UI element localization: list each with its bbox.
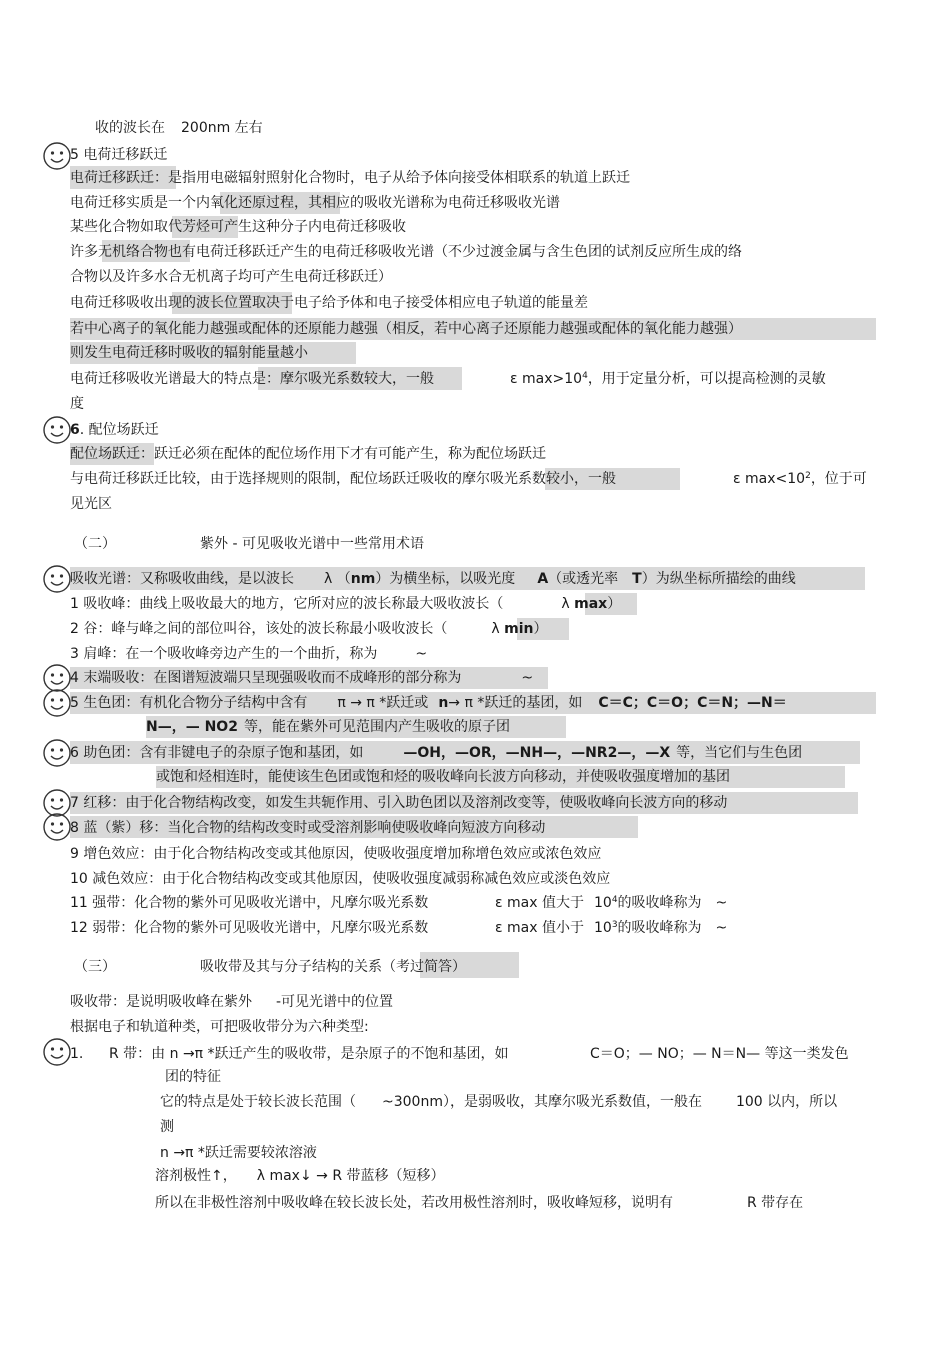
section-5-title: 5 电荷迁移跃迁 (70, 147, 168, 163)
wavelength-intro: 收的波长在 200nm 左右 (95, 120, 263, 136)
auxochrome-continued: 或饱和烃相连时，能使该生色团或饱和烃的吸收峰向长波方向移动，并使吸收强度增加的基团 (156, 769, 730, 785)
r-band-conclusion: 所以在非极性溶剂中吸收峰在较长波长处，若改用极性溶剂时，吸收峰短移，说明有 R 带存在 (155, 1195, 804, 1211)
visible-region: 见光区 (70, 496, 112, 512)
central-ion-condition: 若中心离子的氧化能力越强或配体的还原能力越强（相反，若中心离子还原能力越强或配体的氧化能力越强） (70, 321, 742, 337)
term-red-shift: 7 红移：由于化合物结构改变，如发生共轭作用、引入助色团以及溶剂改变等，使吸收峰向长波方向的移动 (70, 795, 728, 811)
term-end-absorption: 4 末端吸收：在图谱短波端只呈现强吸收而不成峰形的部分称为 ~ (70, 670, 534, 686)
charge-transfer-feature: 电荷迁移吸收光谱最大的特点是：摩尔吸光系数较大，一般 (70, 371, 434, 387)
charge-transfer-essence: 电荷迁移实质是一个内氧化还原过程，其相应的吸收光谱称为电荷迁移吸收光谱 (70, 195, 560, 211)
r-band-concentrated: n →π *跃迁需要较浓溶液 (160, 1145, 317, 1161)
chromophore-continued: N—，— NO2 等，能在紫外可见范围内产生吸收的原子团 (146, 719, 510, 735)
charge-transfer-compounds: 某些化合物如取代芳烃可产生这种分子内电荷迁移吸收 (70, 219, 406, 235)
term-blue-shift: 8 蓝（紫）移：当化合物的结构改变时或受溶剂影响使吸收峰向短波方向移动 (70, 820, 546, 836)
term-chromophore: 5 生色团：有机化合物分子结构中含有 π → π *跃迁或 n→ π *跃迁的基团，如 C＝C；C＝O；C＝N；—N＝ (70, 695, 787, 711)
r-band-feature-cont: 测 (160, 1119, 174, 1135)
r-band-definition: R 带：由 n →π *跃迁产生的吸收带，是杂原子的不饱和基团，如 (109, 1046, 509, 1062)
epsilon-max-small: ε $\max<10^2$，位于可 (733, 471, 867, 487)
r-band-solvent-polarity: 溶剂极性↑， λ max↓ → R 带蓝移（短移） (155, 1168, 445, 1184)
term-weak-band: 12 弱带：化合物的紫外可见吸收光谱中，凡摩尔吸光系数 (70, 920, 429, 936)
charge-transfer-inorganic-cont: 合物以及许多水合无机离子均可产生电荷迁移跃迁） (70, 269, 392, 285)
weak-band-value: ε max 值小于 $10^3$的吸收峰称为 ~ (495, 920, 728, 936)
term-absorption-spectrum: 吸收光谱：又称吸收曲线，是以波长 λ （nm）为横坐标，以吸光度 A（或透光率 T）为纵坐标所描绘的曲线 (70, 571, 796, 587)
absorption-band-definition: 吸收带：是说明吸收峰在紫外 -可见光谱中的位置 (70, 994, 394, 1010)
absorption-band-types: 根据电子和轨道种类，可把吸收带分为六种类型: (70, 1019, 369, 1035)
section-6-title: 6. 配位场跃迁 (70, 422, 159, 438)
strong-band-value: ε max 值大于 $10^4$的吸收峰称为 ~ (495, 895, 728, 911)
term-valley: 2 谷：峰与峰之间的部位叫谷，该处的波长称最小吸收波长（ λ min） (70, 621, 548, 637)
charge-transfer-definition: 电荷迁移跃迁：是指用电磁辐射照射化合物时，电子从给予体向接受体相联系的轨道上跃迁 (70, 170, 630, 186)
smiley-icon (42, 1037, 72, 1067)
ligand-field-definition: 配位场跃迁：跃迁必须在配体的配位场作用下才有可能产生，称为配位场跃迁 (70, 446, 546, 462)
smiley-icon (42, 564, 72, 594)
term-shoulder-peak: 3 肩峰：在一个吸收峰旁边产生的一个曲折，称为 ~ (70, 646, 428, 662)
heading-3-text: 吸收带及其与分子结构的关系（考过简答） (200, 959, 466, 975)
radiation-energy: 则发生电荷迁移时吸收的辐射能量越小 (70, 345, 308, 361)
feature-continued: 度 (70, 396, 84, 412)
heading-2: （二） (74, 536, 116, 552)
heading-2-text: 紫外 - 可见吸收光谱中一些常用术语 (200, 536, 424, 552)
term: 配位场跃迁： (70, 446, 154, 462)
r-band-number: 1. (70, 1046, 84, 1062)
r-band-definition-cont: 团的特征 (165, 1069, 221, 1085)
ligand-field-compare: 与电荷迁移跃迁比较，由于选择规则的限制，配位场跃迁吸收的摩尔吸光系数较小，一般 (70, 471, 616, 487)
term-hypochromic: 10 减色效应：由于化合物结构改变或其他原因，使吸收强度减弱称减色效应或淡色效应 (70, 871, 611, 887)
charge-transfer-position: 电荷迁移吸收出现的波长位置取决于电子给予体和电子接受体相应电子轨道的能量差 (70, 295, 588, 311)
epsilon-max-large: ε $\max>10^4$，用于定量分析，可以提高检测的灵敏 (510, 371, 826, 387)
smiley-icon (42, 141, 72, 171)
smiley-icon (42, 812, 72, 842)
heading-3: （三） (74, 959, 116, 975)
term-absorption-peak: 1 吸收峰：曲线上吸收最大的地方，它所对应的波长称最大吸收波长（ λ max） (70, 596, 622, 612)
term-auxochrome: 6 助色团：含有非键电子的杂原子饱和基团，如 —OH，—OR，—NH—，—NR2—，—X 等，当它们与生色团 (70, 745, 803, 761)
smiley-icon (42, 415, 72, 445)
smiley-icon (42, 688, 72, 718)
smiley-icon (42, 738, 72, 768)
charge-transfer-inorganic: 许多无机络合物也有电荷迁移跃迁产生的电荷迁移吸收光谱（不少过渡金属与含生色团的试剂反应所生成的络 (70, 244, 742, 260)
r-band-feature: 它的特点是处于较长波长范围（ ~300nm），是弱吸收，其摩尔吸光系数值，一般在 100 以内，所以 (160, 1094, 838, 1110)
term: 电荷迁移跃迁： (70, 170, 168, 186)
term-hyperchromic: 9 增色效应：由于化合物结构改变或其他原因，使吸收强度增加称增色效应或浓色效应 (70, 846, 602, 862)
r-band-groups: C＝O；— NO；— N＝N— 等这一类发色 (590, 1046, 849, 1062)
term-strong-band: 11 强带：化合物的紫外可见吸收光谱中，凡摩尔吸光系数 (70, 895, 429, 911)
